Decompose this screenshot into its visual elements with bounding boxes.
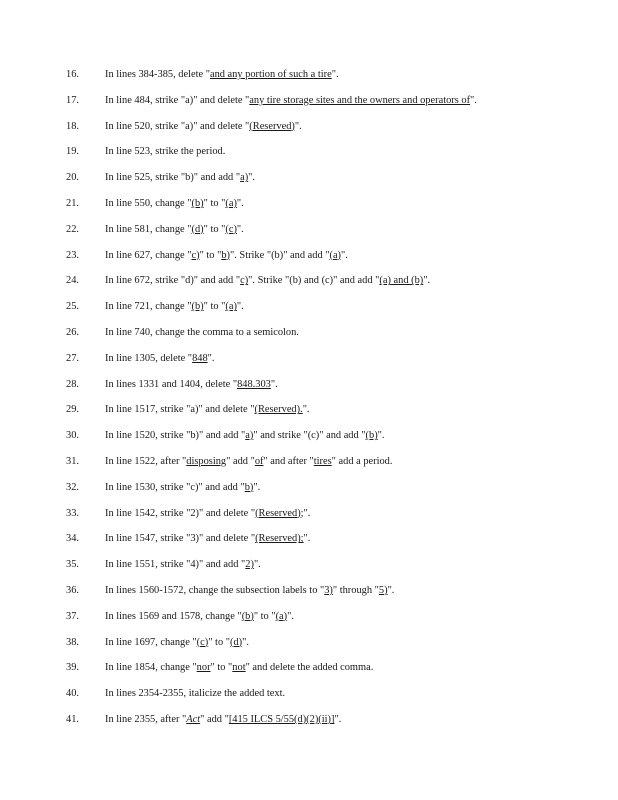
text-segment: " through " <box>332 584 379 596</box>
item-text <box>105 118 302 136</box>
inserted-text: (a) <box>225 301 237 313</box>
inserted-text: (b) <box>241 610 254 622</box>
inserted-text: any tire storage sites and the owners and operators of <box>249 94 471 106</box>
list-item <box>66 221 606 247</box>
item-text <box>105 298 244 316</box>
text-segment: In line 581, change " <box>105 223 192 235</box>
text-segment: In line 1530, strike "c)" and add " <box>105 481 245 493</box>
text-segment: ". <box>248 172 255 184</box>
text-segment: In lines 1560-1572, change the subsection labels to " <box>105 584 325 596</box>
inserted-text: (b) <box>191 301 204 313</box>
inserted-text: (a) <box>225 197 237 209</box>
text-segment: In line 672, strike "d)" and add " <box>105 275 241 287</box>
text-segment: In lines 2354-2355, italicize the added text. <box>105 688 286 700</box>
list-item <box>66 195 606 221</box>
item-number: 23. <box>66 249 79 261</box>
text-segment: In line 1305, delete " <box>105 352 193 364</box>
text-segment: In line 1854, change " <box>105 662 197 674</box>
text-segment: ". <box>236 197 244 209</box>
text-segment: ". <box>253 481 261 493</box>
item-number: 22. <box>66 223 79 235</box>
inserted-text: b) <box>244 481 254 493</box>
amendment-list <box>66 66 606 737</box>
text-segment: ". <box>294 120 302 132</box>
list-item <box>66 272 606 298</box>
list-item <box>66 247 606 273</box>
item-text <box>105 401 310 419</box>
item-number: 18. <box>66 120 79 132</box>
item-number: 24. <box>66 275 79 287</box>
item-text <box>105 530 310 548</box>
item-number: 25. <box>66 301 79 313</box>
text-segment: ". <box>303 533 311 545</box>
item-text <box>105 582 394 600</box>
list-item <box>66 376 606 402</box>
text-segment: ". <box>334 713 342 725</box>
text-segment: ". <box>302 404 310 416</box>
text-segment: ". Strike "(b) and (c)" and add " <box>248 275 380 287</box>
item-text <box>105 479 260 497</box>
text-segment: ". <box>287 610 294 622</box>
list-item <box>66 401 606 427</box>
inserted-text: (Reserved). <box>254 404 303 416</box>
item-text <box>105 272 430 290</box>
item-number: 26. <box>66 326 79 338</box>
item-text <box>105 685 285 703</box>
item-number: 27. <box>66 352 79 364</box>
inserted-text: (Reserved); <box>255 533 304 545</box>
text-segment: ". <box>207 352 215 364</box>
text-segment: In line 721, change " <box>105 301 192 313</box>
list-item <box>66 634 606 660</box>
item-number: 33. <box>66 507 79 519</box>
inserted-text: a) <box>245 430 254 442</box>
inserted-text: (a) <box>329 249 342 261</box>
inserted-text: 848 <box>192 352 208 364</box>
text-segment: In line 1517, strike "a)" and delete " <box>105 404 255 416</box>
item-text <box>105 221 244 239</box>
inserted-text: nor <box>196 662 211 674</box>
inserted-text: (a) and (b) <box>379 275 424 287</box>
item-text <box>105 453 392 471</box>
inserted-text: 2) <box>245 559 254 571</box>
item-number: 20. <box>66 172 79 184</box>
text-segment: In lines 1331 and 1404, delete " <box>105 378 238 390</box>
list-item <box>66 169 606 195</box>
item-text <box>105 169 255 187</box>
item-text <box>105 608 294 626</box>
text-segment: " and after " <box>263 455 314 467</box>
item-text <box>105 92 477 110</box>
inserted-text: (Reserved) <box>249 120 295 132</box>
list-item <box>66 453 606 479</box>
text-segment: " to " <box>199 249 222 261</box>
text-segment: In line 1547, strike "3)" and delete " <box>105 533 256 545</box>
item-number: 29. <box>66 404 79 416</box>
inserted-text: a) <box>240 172 249 184</box>
inserted-text: (b) <box>365 430 378 442</box>
list-item <box>66 608 606 634</box>
text-segment: ". <box>387 584 395 596</box>
text-segment: " and delete the added comma. <box>245 662 374 674</box>
list-item <box>66 66 606 92</box>
text-segment: ". <box>423 275 431 287</box>
text-segment: ". <box>303 507 311 519</box>
text-segment: " add " <box>226 455 255 467</box>
text-segment: " to " <box>210 662 233 674</box>
text-segment: ". <box>236 301 244 313</box>
item-number: 21. <box>66 197 79 209</box>
text-segment: In line 484, strike "a)" and delete " <box>105 94 250 106</box>
text-segment: In line 1542, strike "2)" and delete " <box>105 507 256 519</box>
list-item <box>66 479 606 505</box>
item-text <box>105 634 249 652</box>
inserted-text: 848.303 <box>237 378 271 390</box>
item-number: 19. <box>66 146 79 158</box>
text-segment: " add a period. <box>331 455 393 467</box>
item-number: 31. <box>66 455 79 467</box>
text-segment: ". <box>270 378 278 390</box>
text-segment: ". <box>470 94 477 106</box>
item-text <box>105 66 339 84</box>
list-item <box>66 556 606 582</box>
item-text <box>105 324 299 342</box>
text-segment: In line 627, change " <box>105 249 192 261</box>
inserted-text: and any portion of such a tire <box>209 69 332 80</box>
inserted-text: Act <box>186 713 201 725</box>
text-segment: " and strike "(c)" and add " <box>253 430 366 442</box>
item-number: 34. <box>66 533 79 545</box>
inserted-text: c) <box>240 275 249 287</box>
item-text <box>105 659 373 677</box>
item-text <box>105 505 310 523</box>
list-item <box>66 685 606 711</box>
text-segment: In line 1551, strike "4)" and add " <box>105 559 246 571</box>
text-segment: In line 525, strike "b)" and add " <box>105 172 241 184</box>
item-text <box>105 350 215 368</box>
list-item <box>66 118 606 144</box>
list-item <box>66 143 606 169</box>
inserted-text: disposing <box>186 455 227 467</box>
item-number: 38. <box>66 636 79 648</box>
text-segment: " to " <box>253 610 276 622</box>
item-number: 28. <box>66 378 79 390</box>
inserted-text: 5) <box>378 584 388 596</box>
text-segment: " add " <box>200 713 229 725</box>
inserted-text: (d) <box>191 223 204 235</box>
item-text <box>105 556 261 574</box>
text-segment: In lines 1569 and 1578, change " <box>105 610 242 622</box>
list-item <box>66 350 606 376</box>
inserted-text: 3) <box>324 584 333 596</box>
list-item <box>66 659 606 685</box>
text-segment: ". <box>242 636 249 648</box>
list-item <box>66 324 606 350</box>
text-segment: In line 1520, strike "b)" and add " <box>105 430 246 442</box>
list-item <box>66 505 606 531</box>
item-text <box>105 376 278 394</box>
inserted-text: (a) <box>275 610 288 622</box>
text-segment: In line 550, change " <box>105 197 192 209</box>
text-segment: ". <box>253 559 261 571</box>
inserted-text: [415 ILCS 5/55(d)(2)(ii)] <box>228 713 335 725</box>
text-segment: " to " <box>203 301 226 313</box>
item-number: 35. <box>66 559 79 571</box>
text-segment: In line 520, strike "a)" and delete " <box>105 120 250 132</box>
list-item <box>66 427 606 453</box>
inserted-text: c) <box>191 249 200 261</box>
item-text <box>105 195 244 213</box>
inserted-text: tires <box>313 455 332 467</box>
inserted-text: (d) <box>229 636 243 648</box>
item-number: 16. <box>66 69 79 80</box>
item-number: 30. <box>66 430 79 442</box>
list-item <box>66 92 606 118</box>
text-segment: In line 1697, change " <box>105 636 197 648</box>
text-segment: In lines 384-385, delete " <box>105 69 210 80</box>
item-number: 32. <box>66 481 79 493</box>
inserted-text: (Reserved); <box>255 507 304 519</box>
inserted-text: (b) <box>191 197 204 209</box>
text-segment: ". Strike "(b)" and add " <box>229 249 330 261</box>
list-item <box>66 582 606 608</box>
text-segment: In line 523, strike the period. <box>105 146 226 158</box>
inserted-text: (c) <box>196 636 209 648</box>
inserted-text: (c) <box>225 223 237 235</box>
item-number: 37. <box>66 610 79 622</box>
list-item <box>66 530 606 556</box>
text-segment: " to " <box>203 197 226 209</box>
item-number: 39. <box>66 662 79 674</box>
item-number: 40. <box>66 688 79 700</box>
text-segment: In line 2355, after " <box>105 713 187 725</box>
text-segment: ". <box>341 249 348 261</box>
inserted-text: not <box>232 662 246 674</box>
item-number: 17. <box>66 94 79 106</box>
text-segment: ". <box>236 223 244 235</box>
item-number: 36. <box>66 584 79 596</box>
item-text <box>105 427 385 445</box>
text-segment: In line 740, change the comma to a semicolon. <box>105 326 299 338</box>
item-text <box>105 247 348 265</box>
item-text <box>105 711 341 729</box>
item-text <box>105 143 225 161</box>
inserted-text: of <box>254 455 264 467</box>
text-segment: ". <box>331 69 339 80</box>
inserted-text: b) <box>221 249 230 261</box>
list-item <box>66 711 606 737</box>
text-segment: " to " <box>203 223 226 235</box>
text-segment: In line 1522, after " <box>105 455 187 467</box>
list-item <box>66 298 606 324</box>
item-number: 41. <box>66 713 79 725</box>
text-segment: ". <box>377 430 385 442</box>
text-segment: " to " <box>208 636 230 648</box>
